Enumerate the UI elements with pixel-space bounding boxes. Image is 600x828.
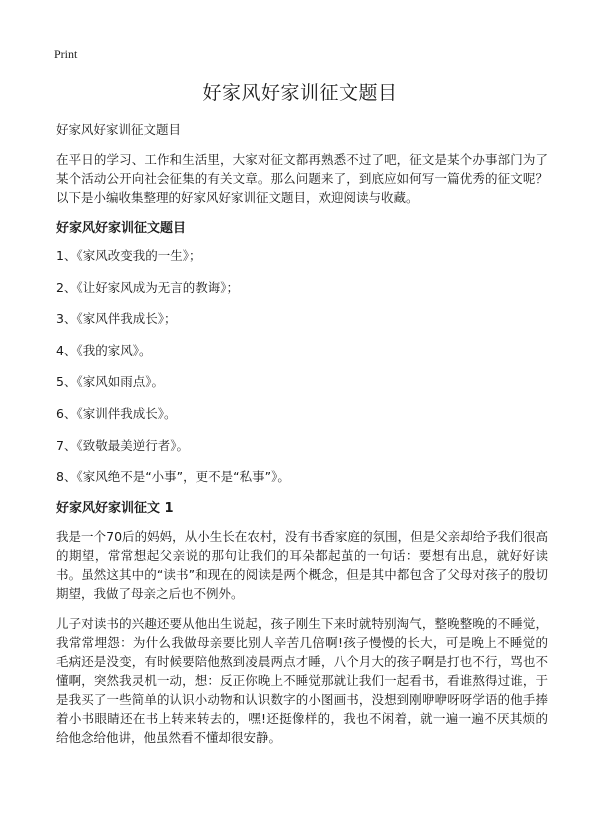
topics-list (56, 247, 290, 500)
list-item: 2、《让好家风成为无言的教诲》； (56, 279, 239, 295)
list-item: 6、《家训伴我成长》。 (56, 405, 177, 421)
list-item: 5、《家风如雨点》。 (56, 374, 164, 390)
document-subtitle: 好家风好家训征文题目 (56, 122, 182, 137)
topics-heading: 好家风好家训征文题目 (56, 221, 187, 236)
print-link[interactable]: Print (54, 47, 78, 61)
essay-heading: 好家风好家训征文 1 (56, 501, 174, 516)
essay-paragraph-1: 我是一个70后的妈妈，从小生长在农村，没有书香家庭的氛围，但是父亲却给予我们很高的期望，常常想起父亲说的那句让我们的耳朵都起茧的一句话：要想有出息，就好好读书。虽然这其中的“读书”和现在的阅读是两个概念，但是其中都包含了父母对孩子的殷切期望，我做了母亲之后也不例外。 (56, 529, 548, 601)
intro-paragraph: 在平日的学习、工作和生活里，大家对征文都再熟悉不过了吧，征文是某个办事部门为了某个活动公开向社会征集的有关文章。那么问题来了，到底应如何写一篇优秀的征文呢？以下是小编收集整理的好家风好家训征文题目，欢迎阅读与收藏。 (56, 152, 548, 205)
list-item: 4、《我的家风》。 (56, 342, 152, 358)
list-item: 1、《家风改变我的一生》； (56, 248, 202, 263)
page-title: 好家风好家训征文题目 (202, 82, 398, 104)
list-item: 8、《家风绝不是“小事”，更不是“私事”》。 (56, 469, 290, 485)
list-item: 3、《家风伴我成长》； (56, 311, 177, 327)
list-item: 7、《致敬最美逆行者》。 (56, 437, 189, 453)
essay-paragraph-2: 儿子对读书的兴趣还要从他出生说起，孩子刚生下来时就特别淘气，整晚整晚的不睡觉，我常常埋怨：为什么我做母亲要比别人辛苦几倍啊!孩子慢慢的长大，可是晚上不睡觉的毛病还是没变，有时候要陪他熬到凌晨两点才睡，八个月大的孩子啊是打也不行，骂也不懂啊，突然我灵机一动，想：反正你晚上不睡觉那就让我们一起看书，看谁熬得过谁，于是我买了一些简单的认识小动物和认识数字的小图画书，没想到刚咿咿呀呀学语的他手捧着小书眼睛还在书上转来转去的，嘿!还挺像样的，我也不闲着，就一遍一遍不厌其烦的给他念给他讲，他虽然看不懂却很安静。 (56, 616, 548, 745)
